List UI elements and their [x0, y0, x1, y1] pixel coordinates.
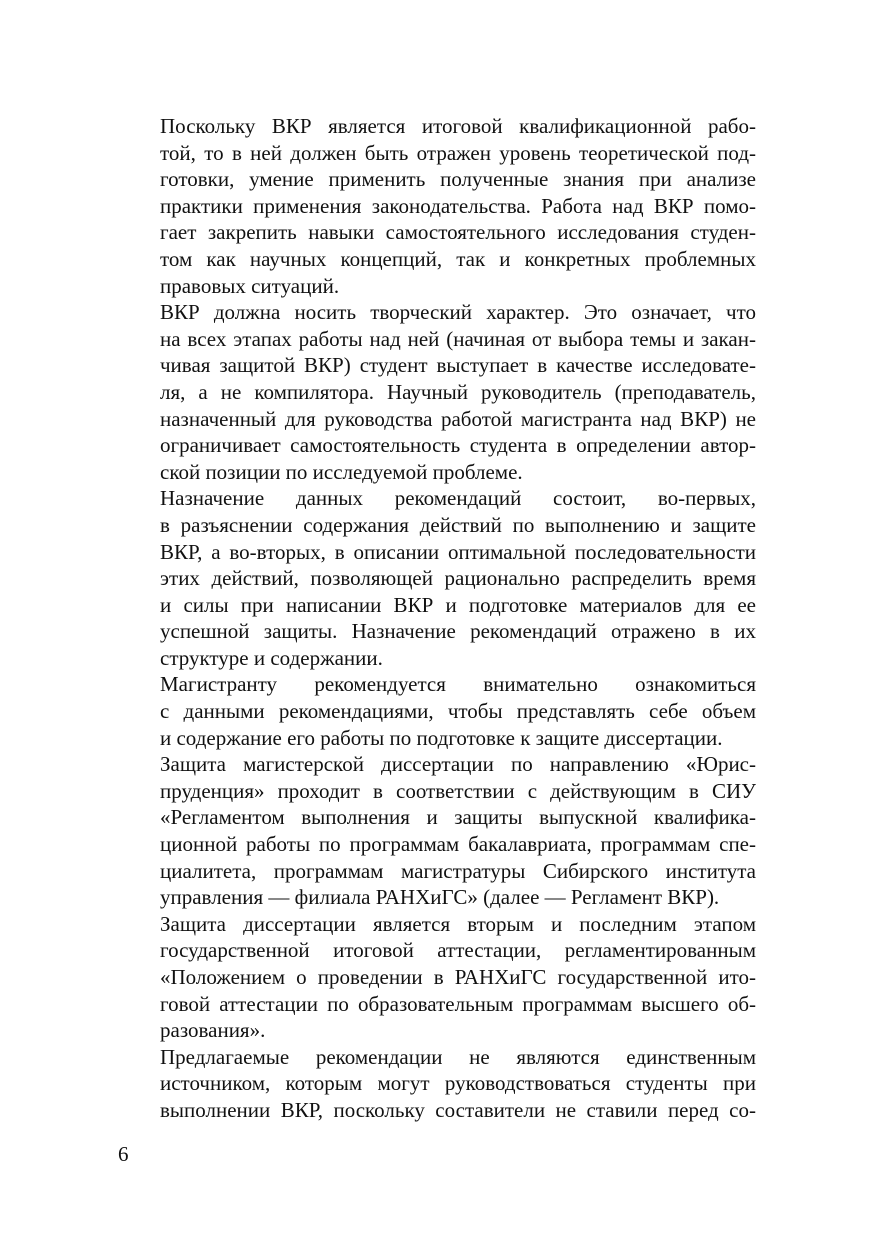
text-line: управления — филиала РАНХиГС» (далее — Регламент ВКР). [160, 885, 720, 910]
paragraph [118, 485, 756, 671]
text-line: в разъяснении содержания действий по выполнению и защите [160, 512, 756, 537]
text-line: ВКР, а во-вторых, в описании оптимальной последовательности [160, 539, 756, 564]
text-line: и силы при написании ВКР и подготовке материалов для ее [160, 592, 756, 617]
text-line: назначенный для руководства работой магистранта над ВКР) не [160, 406, 756, 431]
text-line: Магистранту рекомендуется внимательно ознакомиться [160, 672, 756, 697]
text-line: правовых ситуаций. [160, 273, 340, 298]
body-text [118, 113, 756, 1124]
text-line: ограничивает самостоятельность студента в определении автор- [160, 433, 756, 458]
text-line: Предлагаемые рекомендации не являются единственным [160, 1044, 756, 1069]
text-line: гает закрепить навыки самостоятельного исследования студен- [160, 220, 756, 245]
text-line: чивая защитой ВКР) студент выступает в качестве исследовате- [160, 353, 756, 378]
text-line: Защита магистерской диссертации по направлению «Юрис- [160, 752, 756, 777]
text-line: ционной работы по программам бакалавриата, программам спе- [160, 832, 756, 857]
text-line: и содержание его работы по подготовке к защите диссертации. [160, 725, 723, 750]
text-line: том как научных концепций, так и конкретных проблемных [160, 246, 756, 271]
text-line: говой аттестации по образовательным программам высшего об- [160, 991, 756, 1016]
paragraph [118, 1044, 756, 1124]
text-line: «Положением о проведении в РАНХиГС государственной ито- [160, 965, 756, 989]
text-line: структуре и содержании. [160, 645, 383, 670]
paragraph [118, 113, 756, 299]
text-line: Назначение данных рекомендаций состоит, во-первых, [160, 486, 756, 511]
paragraph [118, 671, 756, 751]
text-line: на всех этапах работы над ней (начиная от выбора темы и закан- [160, 326, 756, 351]
text-line: Защита диссертации является вторым и последним этапом [160, 911, 756, 936]
text-line: этих действий, позволяющей рационально распределить время [160, 566, 756, 591]
paragraph [118, 911, 756, 1044]
text-line: разования». [160, 1018, 266, 1043]
text-line: готовки, умение применить полученные знания при анализе [160, 167, 756, 192]
text-line: выполнении ВКР, поскольку составители не ставили перед со- [160, 1097, 756, 1122]
text-line: успешной защиты. Назначение рекомендаций отражено в их [160, 619, 756, 644]
text-line: ВКР должна носить творческий характер. Это означает, что [160, 300, 756, 325]
text-line: той, то в ней должен быть отражен уровень теоретической под- [160, 140, 756, 165]
text-line: Поскольку ВКР является итоговой квалификационной рабо- [160, 114, 756, 138]
paragraph [118, 751, 756, 911]
paragraph [118, 299, 756, 485]
text-line: ской позиции по исследуемой проблеме. [160, 459, 523, 484]
text-line: циалитета, программам магистратуры Сибирского института [160, 858, 756, 883]
text-line: с данными рекомендациями, чтобы представлять себе объем [160, 699, 756, 724]
text-line: источником, которым могут руководствоваться студенты при [160, 1071, 756, 1096]
text-line: пруденция» проходит в соответствии с действующим в СИУ [160, 778, 756, 803]
text-line: государственной итоговой аттестации, регламентированным [160, 938, 756, 963]
page-number: 6 [118, 1142, 129, 1166]
text-line: практики применения законодательства. Работа над ВКР помо- [160, 193, 756, 218]
text-line: ля, а не компилятора. Научный руководитель (преподаватель, [160, 379, 756, 404]
text-line: «Регламентом выполнения и защиты выпускной квалифика- [160, 805, 756, 830]
